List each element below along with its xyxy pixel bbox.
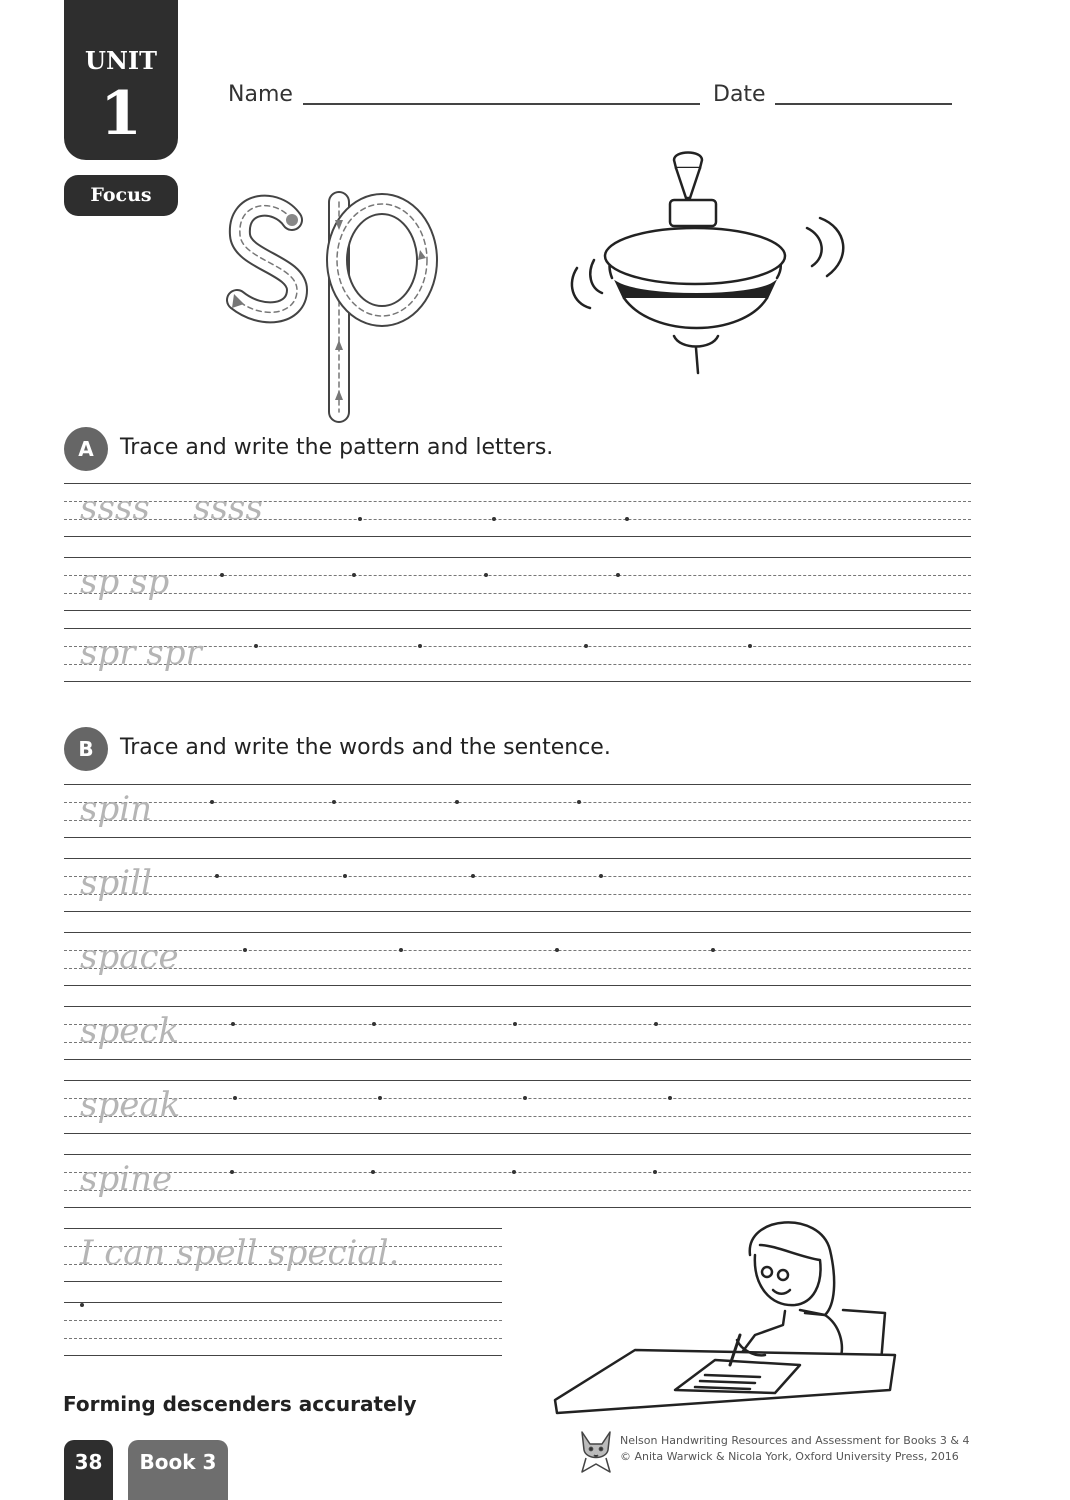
section-b-instruction: Trace and write the words and the sentence. (120, 735, 611, 760)
trace-word: spine (80, 1159, 173, 1199)
unit-number: 1 (100, 79, 142, 149)
trace-word: space (80, 937, 179, 977)
footer-subtitle: Forming descenders accurately (63, 1392, 417, 1416)
trace-word: spin (80, 789, 152, 829)
trace-pattern: ssss ssss (80, 488, 263, 528)
credit-line: Nelson Handwriting Resources and Assessment for Books 3 & 4 (620, 1434, 970, 1447)
trace-word: speck (80, 1011, 179, 1051)
trace-letters: spr spr (80, 633, 202, 673)
girl-writing-illustration (555, 1215, 900, 1415)
sp-formation-illustration (222, 190, 442, 420)
name-label: Name (228, 82, 293, 107)
fox-logo-icon (576, 1428, 616, 1474)
unit-label: UNIT (85, 46, 157, 75)
spinning-top-illustration (562, 148, 852, 378)
trace-word: spill (80, 863, 152, 903)
section-a-badge: A (64, 427, 108, 471)
date-label: Date (713, 82, 766, 107)
focus-badge: Focus (64, 175, 178, 216)
section-b-badge: B (64, 727, 108, 771)
trace-word: speak (80, 1085, 181, 1125)
page-number: 38 (64, 1440, 113, 1500)
name-field[interactable] (303, 103, 700, 105)
section-a-instruction: Trace and write the pattern and letters. (120, 435, 554, 460)
date-field[interactable] (775, 103, 952, 105)
copyright-line: © Anita Warwick & Nicola York, Oxford University Press, 2016 (620, 1450, 959, 1463)
book-label: Book 3 (128, 1440, 228, 1500)
trace-letters: sp sp (80, 562, 170, 602)
unit-tab (64, 0, 178, 160)
trace-sentence: I can spell special. (80, 1233, 400, 1273)
